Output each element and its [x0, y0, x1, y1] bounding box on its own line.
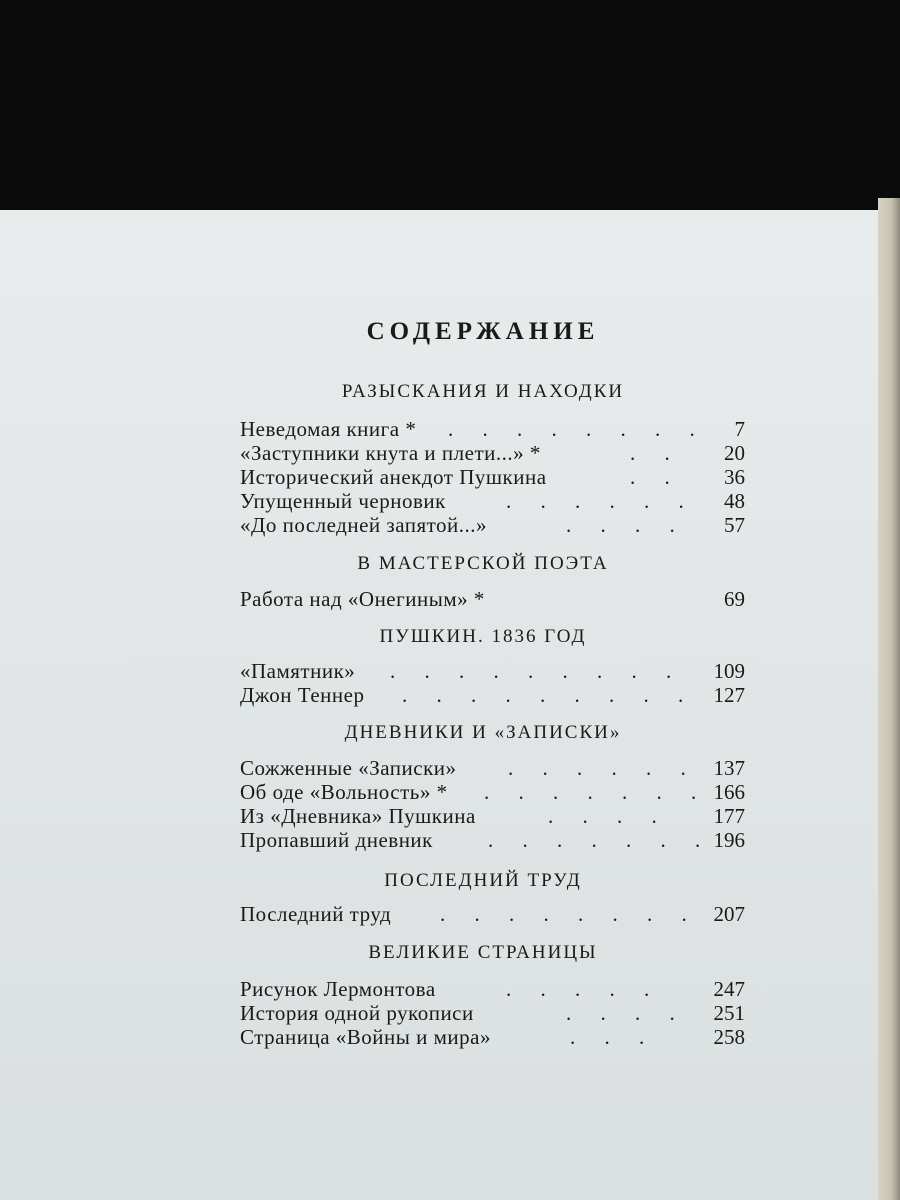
- book-page: [0, 210, 878, 1200]
- entry-page: 20: [724, 441, 745, 465]
- entry-title: Сожженные «Записки»: [240, 756, 457, 780]
- entry-title: Исторический анекдот Пушкина: [240, 465, 547, 489]
- dot-leader: . . . . .: [506, 977, 662, 1001]
- toc-entry: [240, 659, 745, 685]
- section-heading: РАЗЫСКАНИЯ И НАХОДКИ: [341, 381, 625, 402]
- dot-leader: . . . .: [566, 513, 687, 537]
- entry-title: Упущенный черновик: [240, 489, 446, 513]
- dot-leader: . .: [630, 465, 682, 489]
- dot-leader: . . . . . . .: [488, 828, 713, 852]
- entry-title: История одной рукописи: [240, 1001, 474, 1025]
- section-heading: ПОСЛЕДНИЙ ТРУД: [384, 870, 582, 891]
- toc-entry: [240, 441, 745, 467]
- section-heading: ДНЕВНИКИ И «ЗАПИСКИ»: [344, 722, 622, 743]
- entry-title: Неведомая книга *: [240, 417, 417, 441]
- entry-title: Пропавший дневник: [240, 828, 433, 852]
- entry-page: 7: [734, 417, 745, 441]
- toc-entry: [240, 1025, 745, 1051]
- entry-title: «Памятник»: [240, 659, 356, 683]
- entry-page: 137: [713, 756, 745, 780]
- dot-leader: . .: [630, 441, 682, 465]
- dot-leader: . . . .: [566, 1001, 687, 1025]
- toc-title: СОДЕРЖАНИЕ: [366, 318, 600, 345]
- entry-title: Джон Теннер: [240, 683, 365, 707]
- dot-leader: . . . . . . .: [484, 780, 709, 804]
- dot-leader: . . . . . .: [506, 489, 696, 513]
- entry-page: 251: [713, 1001, 745, 1025]
- dot-leader: . . . . . . . .: [448, 417, 707, 441]
- entry-page: 127: [713, 683, 745, 707]
- entry-title: Последний труд: [240, 902, 392, 926]
- entry-page: 207: [713, 902, 745, 926]
- dot-leader: . . . . . . . . .: [402, 683, 696, 707]
- entry-page: 166: [713, 780, 745, 804]
- entry-page: 36: [724, 465, 745, 489]
- section-heading: ПУШКИН. 1836 ГОД: [379, 626, 587, 647]
- entry-title: Работа над «Онегиным» *: [240, 587, 485, 611]
- entry-title: Об оде «Вольность» *: [240, 780, 448, 804]
- table-of-contents: [0, 210, 878, 1200]
- section-heading: В МАСТЕРСКОЙ ПОЭТА: [357, 553, 609, 574]
- toc-entry: [240, 417, 745, 443]
- dot-leader: . . . . . .: [508, 756, 698, 780]
- dot-leader: . . . .: [548, 804, 669, 828]
- entry-title: Из «Дневника» Пушкина: [240, 804, 476, 828]
- toc-entry: [240, 804, 745, 830]
- dot-leader: . . . . . . . . .: [390, 659, 684, 683]
- entry-page: 57: [724, 513, 745, 537]
- toc-entry: [240, 902, 745, 928]
- toc-entry: [240, 683, 745, 709]
- toc-entry: [240, 780, 745, 806]
- entry-page: 247: [713, 977, 745, 1001]
- entry-page: 196: [713, 828, 745, 852]
- toc-entry: [240, 977, 745, 1003]
- entry-title: Рисунок Лермонтова: [240, 977, 436, 1001]
- toc-entry: [240, 465, 745, 491]
- dot-leader: . . .: [570, 1025, 657, 1049]
- toc-entry: [240, 513, 745, 539]
- toc-entry: [240, 489, 745, 515]
- entry-page: 69: [724, 587, 745, 611]
- entry-page: 258: [713, 1025, 745, 1049]
- toc-entry: [240, 1001, 745, 1027]
- entry-page: 109: [713, 659, 745, 683]
- section-heading: ВЕЛИКИЕ СТРАНИЦЫ: [368, 942, 598, 963]
- entry-title: «До последней запятой...»: [240, 513, 488, 537]
- toc-entry: [240, 756, 745, 782]
- entry-page: 177: [713, 804, 745, 828]
- toc-entry: [240, 828, 745, 854]
- entry-page: 48: [724, 489, 745, 513]
- entry-title: Страница «Войны и мира»: [240, 1025, 491, 1049]
- toc-entry: [240, 587, 745, 613]
- entry-title: «Заступники кнута и плети...» *: [240, 441, 541, 465]
- dot-leader: . . . . . . . .: [440, 902, 699, 926]
